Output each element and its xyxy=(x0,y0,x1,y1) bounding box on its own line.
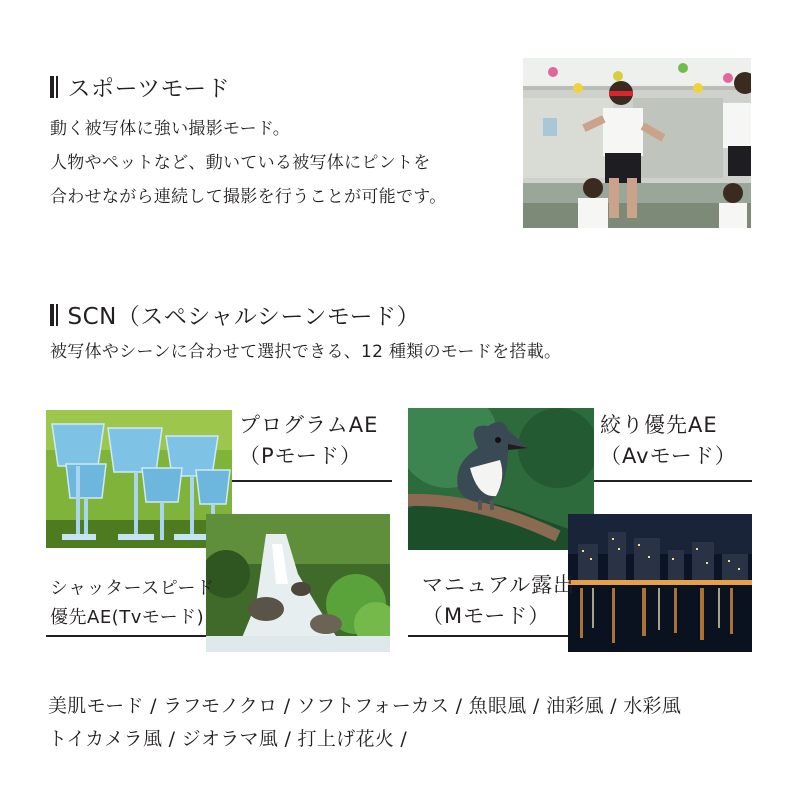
heading-marker-icon xyxy=(50,304,60,331)
scn-description: 被写体やシーンに合わせて選択できる、12 種類のモードを搭載。 xyxy=(50,342,562,362)
sports-day-photo xyxy=(523,58,751,228)
sports-desc-line-1: 動く被写体に強い撮影モード。 xyxy=(50,119,290,139)
aperture-priority-mode: （Avモード） xyxy=(600,444,737,468)
program-ae-title: プログラムAE xyxy=(239,413,379,437)
shutter-priority-rule xyxy=(46,635,206,637)
program-ae-label xyxy=(239,410,378,472)
sports-desc-line-2: 人物やペットなど、動いている被写体にピントを xyxy=(50,153,431,173)
program-ae-rule xyxy=(232,480,392,482)
heading-marker-icon xyxy=(50,76,60,103)
manual-exposure-title: マニュアル露出 xyxy=(422,573,576,597)
scene-mode-list-line-1: 美肌モード / ラフモノクロ / ソフトフォーカス / 魚眼風 / 油彩風 / 水彩風 xyxy=(48,695,682,717)
scene-mode-list-line-2: トイカメラ風 / ジオラマ風 / 打上げ花火 / xyxy=(48,728,408,750)
scene-mode-list xyxy=(48,690,681,756)
scn-heading xyxy=(50,304,420,331)
crystal-glasses-photo xyxy=(46,410,232,548)
waterfall-photo xyxy=(206,514,390,652)
shutter-priority-title: シャッタースピード xyxy=(50,578,215,599)
manual-exposure-rule xyxy=(408,635,568,637)
manual-exposure-mode: （Mモード） xyxy=(422,604,551,628)
scn-title: SCN（スペシャルシーンモード） xyxy=(67,304,420,330)
sports-mode-title: スポーツモード xyxy=(67,76,231,102)
shutter-priority-label xyxy=(50,574,215,632)
shutter-priority-mode: 優先AE(Tvモード) xyxy=(50,607,205,628)
program-ae-mode: （Pモード） xyxy=(239,444,362,468)
kingfisher-photo xyxy=(408,408,594,550)
aperture-priority-title: 絞り優先AE xyxy=(600,413,718,437)
manual-exposure-label xyxy=(422,570,575,632)
aperture-priority-rule xyxy=(594,480,752,482)
sports-mode-heading xyxy=(50,76,230,103)
aperture-priority-label xyxy=(600,410,737,472)
sports-desc-line-3: 合わせながら連続して撮影を行うことが可能です。 xyxy=(50,187,447,207)
night-cityscape-photo xyxy=(568,514,752,652)
